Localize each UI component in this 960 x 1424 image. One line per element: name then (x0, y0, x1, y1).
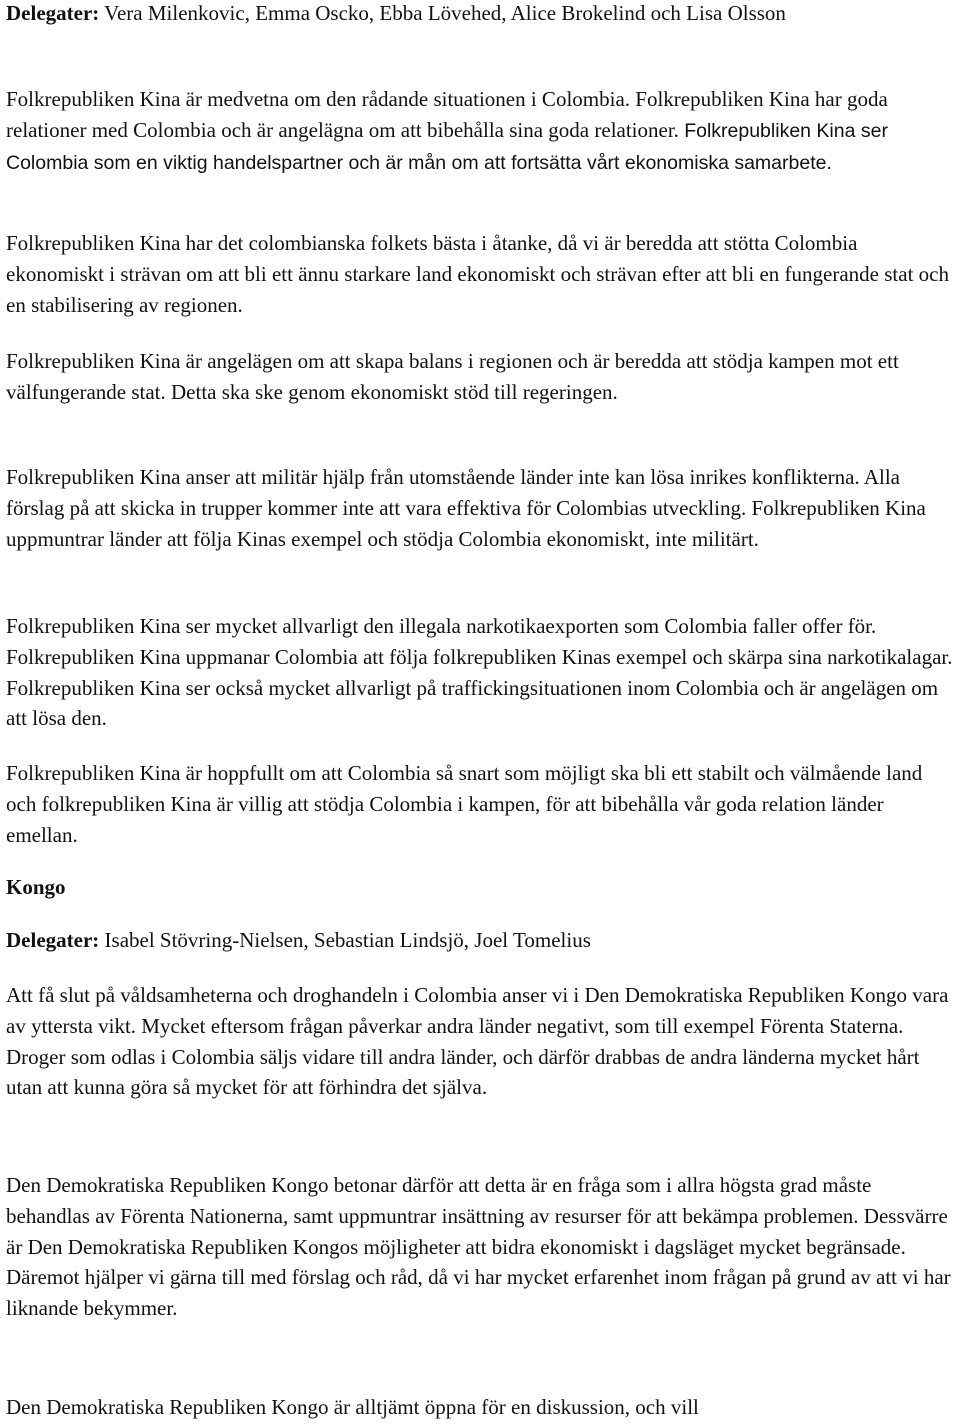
china-paragraph-6: Folkrepubliken Kina är hoppfullt om att Colombia så snart som möjligt ska bli ett stabilt och välmående land och folkrepubliken Kina är villig att stödja Colombia i kampen, för att bibehålla vår goda relation länder emellan. (6, 761, 923, 847)
china-paragraph-5: Folkrepubliken Kina ser mycket allvarligt den illegala narkotikaexporten som Colombia faller offer för. Folkrepubliken Kina uppmanar Colombia att följa folkrepubliken Kinas exempel och skärpa sina narkotikalagar. Folkrepubliken Kina ser också mycket allvarligt på traffickingsituationen inom Colombia och är angelägen om att lösa den. (6, 614, 953, 731)
kongo-delegates-names: Isabel Stövring-Nielsen, Sebastian Lindsjö, Joel Tomelius (99, 928, 591, 952)
kongo-paragraph-3: Den Demokratiska Republiken Kongo är alltjämt öppna för en diskussion, och vill (6, 1395, 699, 1419)
delegates-line-china (6, 0, 956, 29)
delegates-label: Delegater: (6, 1, 100, 25)
kongo-delegates-label: Delegater: (6, 928, 100, 952)
china-paragraph-1 (6, 84, 956, 178)
china-paragraph-1-sans: Folkrepubliken Kina ser Colombia som en viktig handelspartner och är mån om att fortsätta vårt ekonomiska samarbete. (6, 119, 888, 174)
kongo-paragraph-2: Den Demokratiska Republiken Kongo betonar därför att detta är en fråga som i allra högsta grad måste behandlas av Förenta Nationerna, samt uppmuntrar insättning av resurser för att bekämpa problemen. Dessvärre är Den Demokratiska Republiken Kongos möjligheter att bidra ekonomiskt i dagsläget mycket begränsade. Däremot hjälper vi gärna till med förslag och råd, då vi har mycket erfarenhet inom frågan på grund av att vi har liknande bekymmer. (6, 1173, 951, 1321)
delegates-line-kongo (6, 925, 956, 956)
china-paragraph-3: Folkrepubliken Kina är angelägen om att skapa balans i regionen och är beredda att stödja kampen mot ett välfungerande stat. Detta ska ske genom ekonomiskt stöd till regeringen. (6, 349, 899, 404)
kongo-heading: Kongo (6, 875, 66, 899)
kongo-paragraph-1: Att få slut på våldsamheterna och droghandeln i Colombia anser vi i Den Demokratiska Republiken Kongo vara av yttersta vikt. Mycket eftersom frågan påverkar andra länder negativt, som till exempel Förenta Staterna. Droger som odlas i Colombia säljs vidare till andra länder, och därför drabbas de andra länderna mycket hårt utan att kunna göra så mycket för att förhindra det själva. (6, 983, 949, 1100)
china-paragraph-2: Folkrepubliken Kina har det colombianska folkets bästa i åtanke, då vi är beredda att stötta Colombia ekonomiskt i strävan om att bli ett ännu starkare land ekonomiskt och strävan efter att bli en fungerande stat och en stabilisering av regionen. (6, 231, 949, 317)
china-paragraph-4: Folkrepubliken Kina anser att militär hjälp från utomstående länder inte kan lösa inrikes konflikterna. Alla förslag på att skicka in trupper kommer inte att vara effektiva för Colombias utveckling. Folkrepubliken Kina uppmuntrar länder att följa Kinas exempel och stödja Colombia ekonomiskt, inte militärt. (6, 465, 926, 551)
china-paragraph-1-serif: Folkrepubliken Kina är medvetna om den rådande situationen i Colombia. Folkrepubliken Kina har goda relationer med Colombia och är angelägna om att bibehålla sina goda relationer. (6, 87, 888, 142)
delegates-names: Vera Milenkovic, Emma Oscko, Ebba Lövehed, Alice Brokelind och Lisa Olsson (99, 1, 786, 25)
